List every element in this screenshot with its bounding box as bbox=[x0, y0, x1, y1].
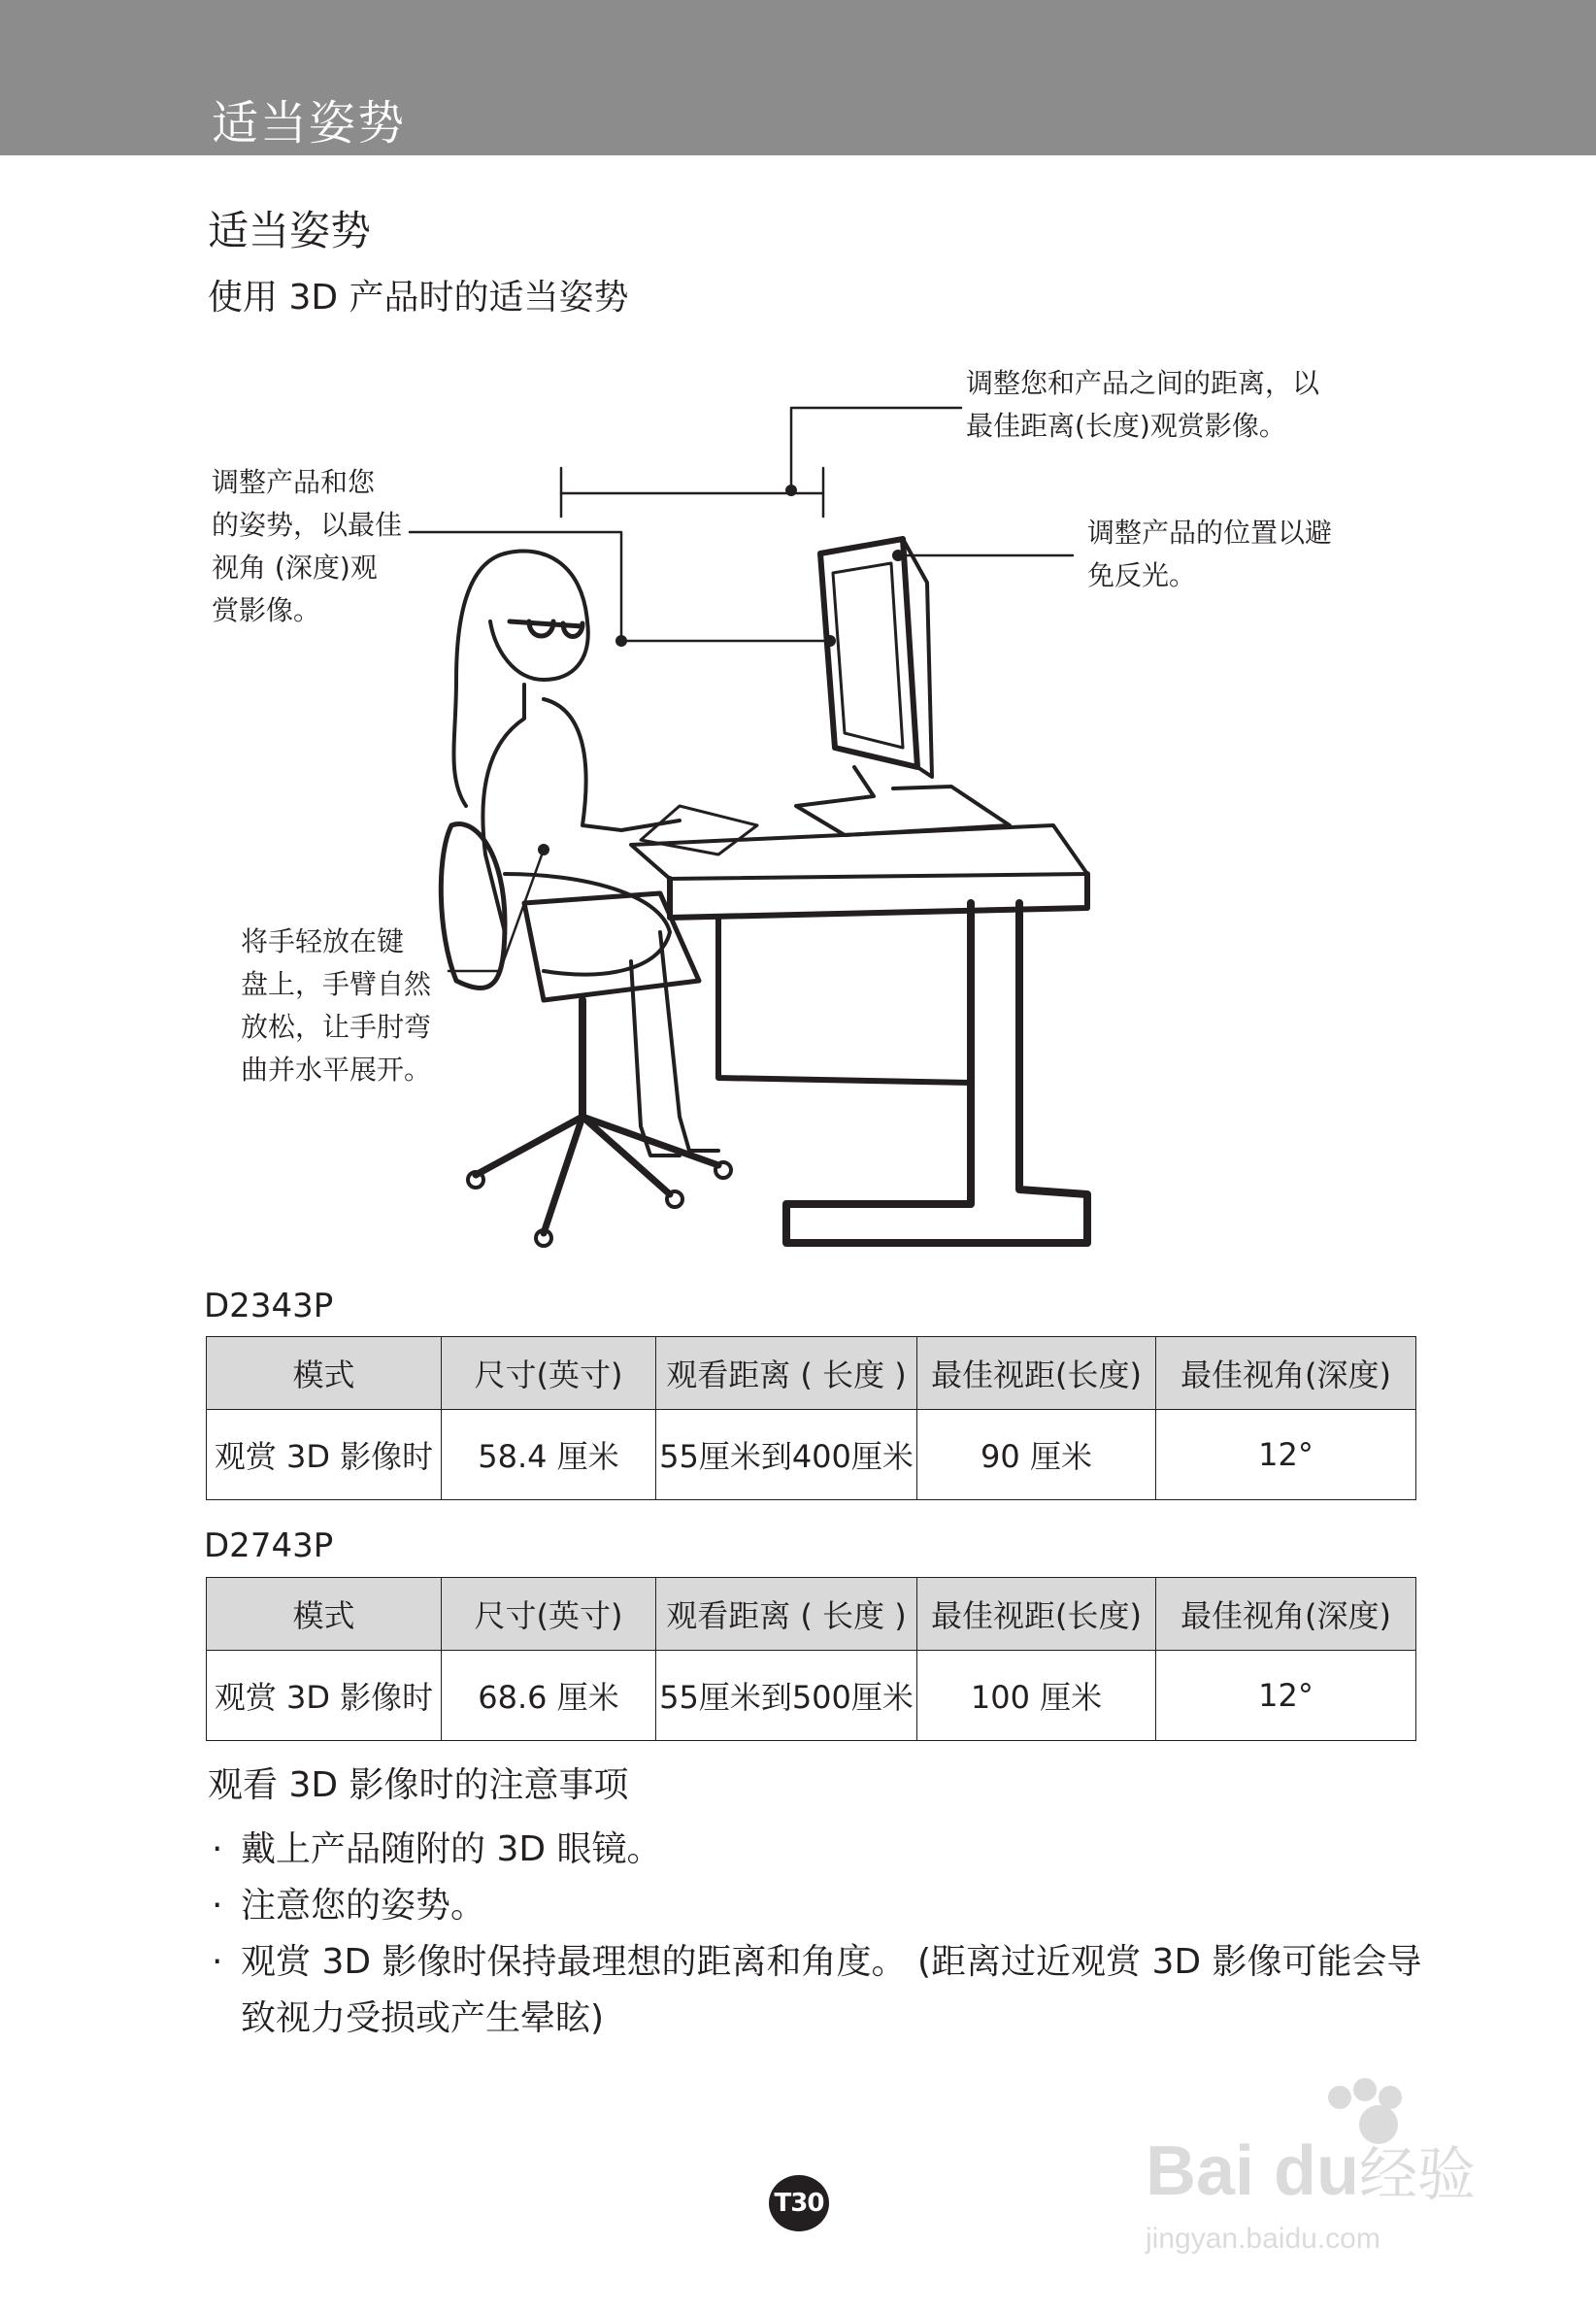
table-header-row bbox=[207, 1337, 1416, 1410]
table-cell: 68.6 厘米 bbox=[442, 1651, 656, 1741]
table-cell: 55厘米到400厘米 bbox=[656, 1410, 917, 1500]
list-item: · 注意您的姿势。 bbox=[208, 1878, 1431, 1934]
header-cell: 观看距离 ( 长度 ) bbox=[656, 1578, 917, 1651]
svg-text:Bai du: Bai du bbox=[1146, 2132, 1360, 2210]
spec-table-1 bbox=[206, 1336, 1416, 1500]
table-cell: 观赏 3D 影像时 bbox=[207, 1651, 442, 1741]
desk-drawing bbox=[631, 806, 1087, 1243]
callout-distance-line-1: 调整您和产品之间的距离，以 bbox=[966, 367, 1320, 399]
callout-position-line-1: 调整产品的位置以避 bbox=[1087, 517, 1333, 549]
header-cell: 模式 bbox=[207, 1337, 442, 1410]
callout-position-line-2: 免反光。 bbox=[1087, 559, 1197, 591]
callout-hands bbox=[241, 921, 431, 1091]
callout-distance bbox=[966, 362, 1319, 448]
callout-hands-line-3: 放松，让手肘弯 bbox=[241, 1011, 432, 1043]
model-label-2: D2743P bbox=[204, 1526, 334, 1565]
callout-distance-line-2: 最佳距离(长度)观赏影像。 bbox=[966, 410, 1286, 442]
model-label-1: D2343P bbox=[204, 1287, 334, 1325]
callout-posture-line-1: 调整产品和您 bbox=[212, 466, 376, 498]
table-row bbox=[207, 1410, 1416, 1500]
table-cell: 90 厘米 bbox=[917, 1410, 1156, 1500]
table-cell: 55厘米到500厘米 bbox=[656, 1651, 917, 1741]
table-cell: 12° bbox=[1156, 1410, 1416, 1500]
header-cell: 最佳视角(深度) bbox=[1156, 1337, 1416, 1410]
table-cell: 观赏 3D 影像时 bbox=[207, 1410, 442, 1500]
header-cell: 尺寸(英寸) bbox=[442, 1578, 656, 1651]
header-title: 适当姿势 bbox=[212, 96, 407, 151]
table-cell: 100 厘米 bbox=[917, 1651, 1156, 1741]
table-cell: 58.4 厘米 bbox=[442, 1410, 656, 1500]
monitor-drawing bbox=[796, 539, 1010, 835]
header-cell: 模式 bbox=[207, 1578, 442, 1651]
baidu-watermark-logo bbox=[1136, 2068, 1505, 2262]
table-cell: 12° bbox=[1156, 1651, 1416, 1741]
svg-text:经验: 经验 bbox=[1359, 2141, 1476, 2209]
list-item: · 观赏 3D 影像时保持最理想的距离和角度。 (距离过近观赏 3D 影像可能会导致视力受损或产生晕眩) bbox=[208, 1934, 1431, 2047]
header-cell: 观看距离 ( 长度 ) bbox=[656, 1337, 917, 1410]
callout-position bbox=[1087, 512, 1332, 597]
callout-leaders bbox=[410, 408, 1073, 971]
callout-posture-line-2: 的姿势，以最佳 bbox=[212, 509, 403, 541]
list-item: · 戴上产品随附的 3D 眼镜。 bbox=[208, 1822, 1431, 1878]
callout-hands-line-4: 曲并水平展开。 bbox=[241, 1054, 432, 1086]
callout-posture-line-4: 赏影像。 bbox=[212, 594, 321, 626]
callout-hands-line-2: 盘上，手臂自然 bbox=[241, 968, 432, 1000]
header-cell: 最佳视距(长度) bbox=[917, 1337, 1156, 1410]
table-header-row bbox=[207, 1578, 1416, 1651]
page-number: T30 bbox=[769, 2175, 829, 2231]
header-cell: 尺寸(英寸) bbox=[442, 1337, 656, 1410]
table-row bbox=[207, 1651, 1416, 1741]
notes-title: 观看 3D 影像时的注意事项 bbox=[208, 1765, 629, 1805]
section-subtitle: 使用 3D 产品时的适当姿势 bbox=[208, 278, 629, 318]
spec-table-2 bbox=[206, 1577, 1416, 1741]
notes-list bbox=[208, 1822, 1431, 2047]
callout-posture-line-3: 视角 (深度)观 bbox=[212, 552, 378, 584]
header-cell: 最佳视距(长度) bbox=[917, 1578, 1156, 1651]
chair-drawing bbox=[441, 823, 731, 1246]
callout-posture bbox=[212, 461, 402, 632]
svg-text:jingyan.baidu.com: jingyan.baidu.com bbox=[1146, 2223, 1380, 2255]
section-title: 适当姿势 bbox=[208, 207, 372, 254]
callout-hands-line-1: 将手轻放在键 bbox=[241, 925, 405, 957]
header-cell: 最佳视角(深度) bbox=[1156, 1578, 1416, 1651]
